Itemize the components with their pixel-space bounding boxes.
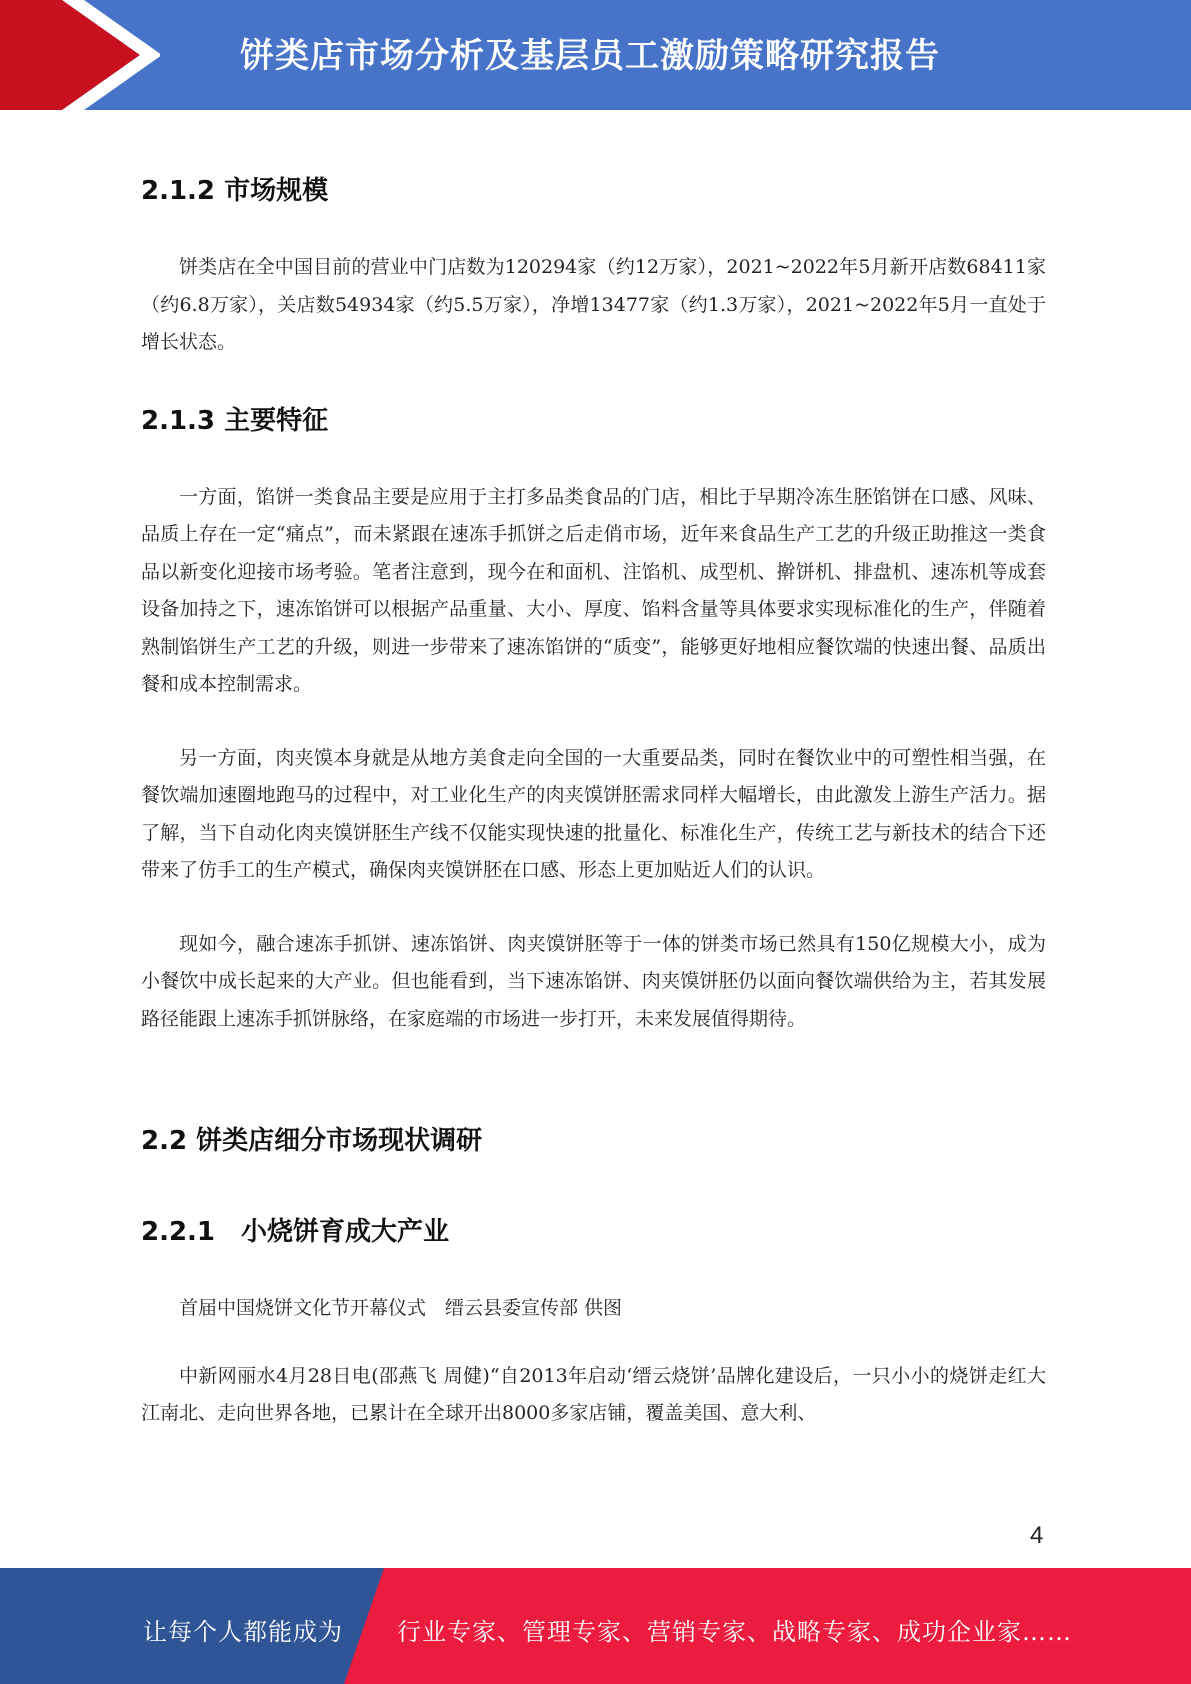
paragraph-features-2: 另一方面，肉夹馍本身就是从地方美食走向全国的一大重要品类，同时在餐饮业中的可塑性相当强，在餐饮端加速圈地跑马的过程中，对工业化生产的肉夹馍饼胚需求同样大幅增长，由此激发上游生产活力。据了解，当下自动化肉夹馍饼胚生产线不仅能实现快速的批量化、标准化生产，传统工艺与新技术的结合下还带来了仿手工的生产模式，确保肉夹馍饼胚在口感、形态上更加贴近人们的认识。: [141, 746, 1046, 881]
footer-banner: [0, 1568, 1191, 1684]
document-body: [141, 160, 1046, 1433]
paragraph-market-size: 饼类店在全中国目前的营业中门店数为120294家（约12万家），2021~2022年5月新开店数68411家（约6.8万家），关店数54934家（约5.5万家），净增13477家（约1.3万家），2021~2022年5月一直处于增长状态。: [141, 256, 1046, 353]
footer-slogan-right: 行业专家、管理专家、营销专家、战略专家、成功企业家……: [397, 1618, 1072, 1646]
paragraph-features-1: 一方面，馅饼一类食品主要是应用于主打多品类食品的门店，相比于早期冷冻生胚馅饼在口感、风味、品质上存在一定“痛点”，而未紧跟在速冻手抓饼之后走俏市场，近年来食品生产工艺的升级正助推这一类食品以新变化迎接市场考验。笔者注意到，现今在和面机、注馅机、成型机、擀饼机、排盘机、速冻机等成套设备加持之下，速冻馅饼可以根据产品重量、大小、厚度、馅料含量等具体要求实现标准化的生产，伴随着熟制馅饼生产工艺的升级，则进一步带来了速冻馅饼的“质变”，能够更好地相应餐饮端的快速出餐、品质出餐和成本控制需求。: [141, 485, 1046, 695]
page-number: 4: [1030, 1522, 1044, 1549]
header-title: 饼类店市场分析及基层员工激励策略研究报告: [240, 36, 940, 76]
image-caption: 首届中国烧饼文化节开幕仪式 缙云县委宣传部 供图: [179, 1297, 623, 1319]
header-banner: [0, 0, 1191, 110]
section-heading-2-2-1: 2.2.1 小烧饼育成大产业: [141, 1217, 450, 1247]
footer-slogan-left: 让每个人都能成为: [143, 1618, 343, 1646]
section-heading-2-1-3: 2.1.3 主要特征: [141, 405, 329, 436]
header-arrow-icon: [0, 0, 160, 110]
paragraph-features-3: 现如今，融合速冻手抓饼、速冻馅饼、肉夹馍饼胚等于一体的饼类市场已然具有150亿规模大小，成为小餐饮中成长起来的大产业。但也能看到，当下速冻馅饼、肉夹馍饼胚仍以面向餐饮端供给为主，若其发展路径能跟上速冻手抓饼脉络，在家庭端的市场进一步打开，未来发展值得期待。: [141, 932, 1046, 1030]
section-heading-2-1-2: 2.1.2 市场规模: [141, 176, 329, 206]
paragraph-shaobing-news: 中新网丽水4月28日电(邵燕飞 周健)“自2013年启动‘缙云烧饼’品牌化建设后，一只小小的烧饼走红大江南北、走向世界各地，已累计在全球开出8000多家店铺，覆盖美国、意大利、: [141, 1364, 1046, 1424]
section-heading-2-2: 2.2 饼类店细分市场现状调研: [141, 1126, 483, 1156]
